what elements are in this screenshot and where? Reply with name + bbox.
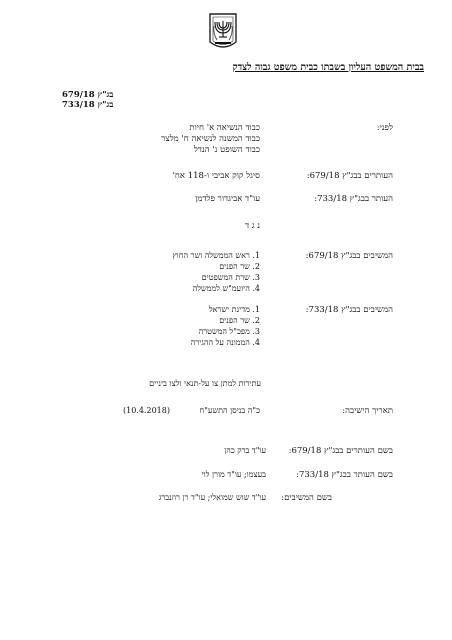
respondent-679-4: 4. היועמ"ש לממשלה [192, 284, 260, 293]
hearing-hebrew-date: כ"ה בניסן התשע"ח [199, 406, 260, 415]
case-number-733: בג"ץ 733/18 [62, 100, 114, 110]
respondent-733-3: 3. מפכ"ל המשטרה [198, 327, 260, 336]
petitioner-733-label: העותר בבג"ץ 733/18: [314, 194, 393, 204]
hearing-date: (10.4.2018) [123, 406, 170, 415]
judge-3: כבוד השופט נ' הנדל [193, 145, 260, 155]
court-title: בבית המשפט העליון בשבתו כבית משפט גבוה לצדק [232, 62, 424, 73]
respondent-679-3: 3. שרת המשפטים [201, 273, 260, 282]
counsel-733-value: בעצמו; עו"ד מורן לוי [201, 470, 266, 479]
counsel-respondents-label: בשם המשיבים: [281, 493, 332, 503]
case-number-679: בג"ץ 679/18 [62, 90, 114, 100]
counsel-respondents-value: עו"ד שוש שמואלי; עו"ד רן רוזנברג [158, 493, 266, 502]
judge-1: כבוד הנשיאה א' חיות [189, 123, 260, 133]
respondent-733-1: 1. מדינת ישראל [208, 305, 260, 314]
motion-description: עתירות למתן צו על-תנאי ולצו ביניים [149, 379, 261, 388]
counsel-733-label: בשם העותר בבג"ץ 733/18: [296, 470, 393, 480]
respondent-733-2: 2. שר הפנים [219, 316, 260, 325]
respondent-679-1: 1. ראש הממשלה ושר החוץ [172, 251, 260, 260]
respondents-733-label: המשיבים בבג"ץ 733/18: [305, 305, 393, 315]
bench-label: לפני: [376, 123, 393, 133]
petitioners-679-label: העותרים בבג"ץ 679/18: [306, 171, 393, 181]
counsel-679-value: עו"ד ברק כהן [224, 446, 266, 455]
petitioner-733-value: עו"ד אביגדור פלדמן [195, 194, 260, 204]
respondent-679-2: 2. שר הפנים [219, 262, 260, 271]
respondent-733-4: 4. הממונה על ההגירה [190, 338, 260, 347]
respondents-679-label: המשיבים בבג"ץ 679/18: [305, 251, 393, 261]
judge-2: כבוד המשנה לנשיאה ח' מלצר [161, 134, 260, 144]
petitioners-679-value: סיגל קוק אביבי ו-118 אח' [172, 171, 260, 181]
versus-label: נ ג ד [244, 221, 260, 231]
hearing-date-label: תאריך הישיבה: [342, 406, 393, 416]
state-emblem-icon [206, 12, 240, 52]
counsel-679-label: בשם העותרים בבג"ץ 679/18: [288, 446, 393, 456]
